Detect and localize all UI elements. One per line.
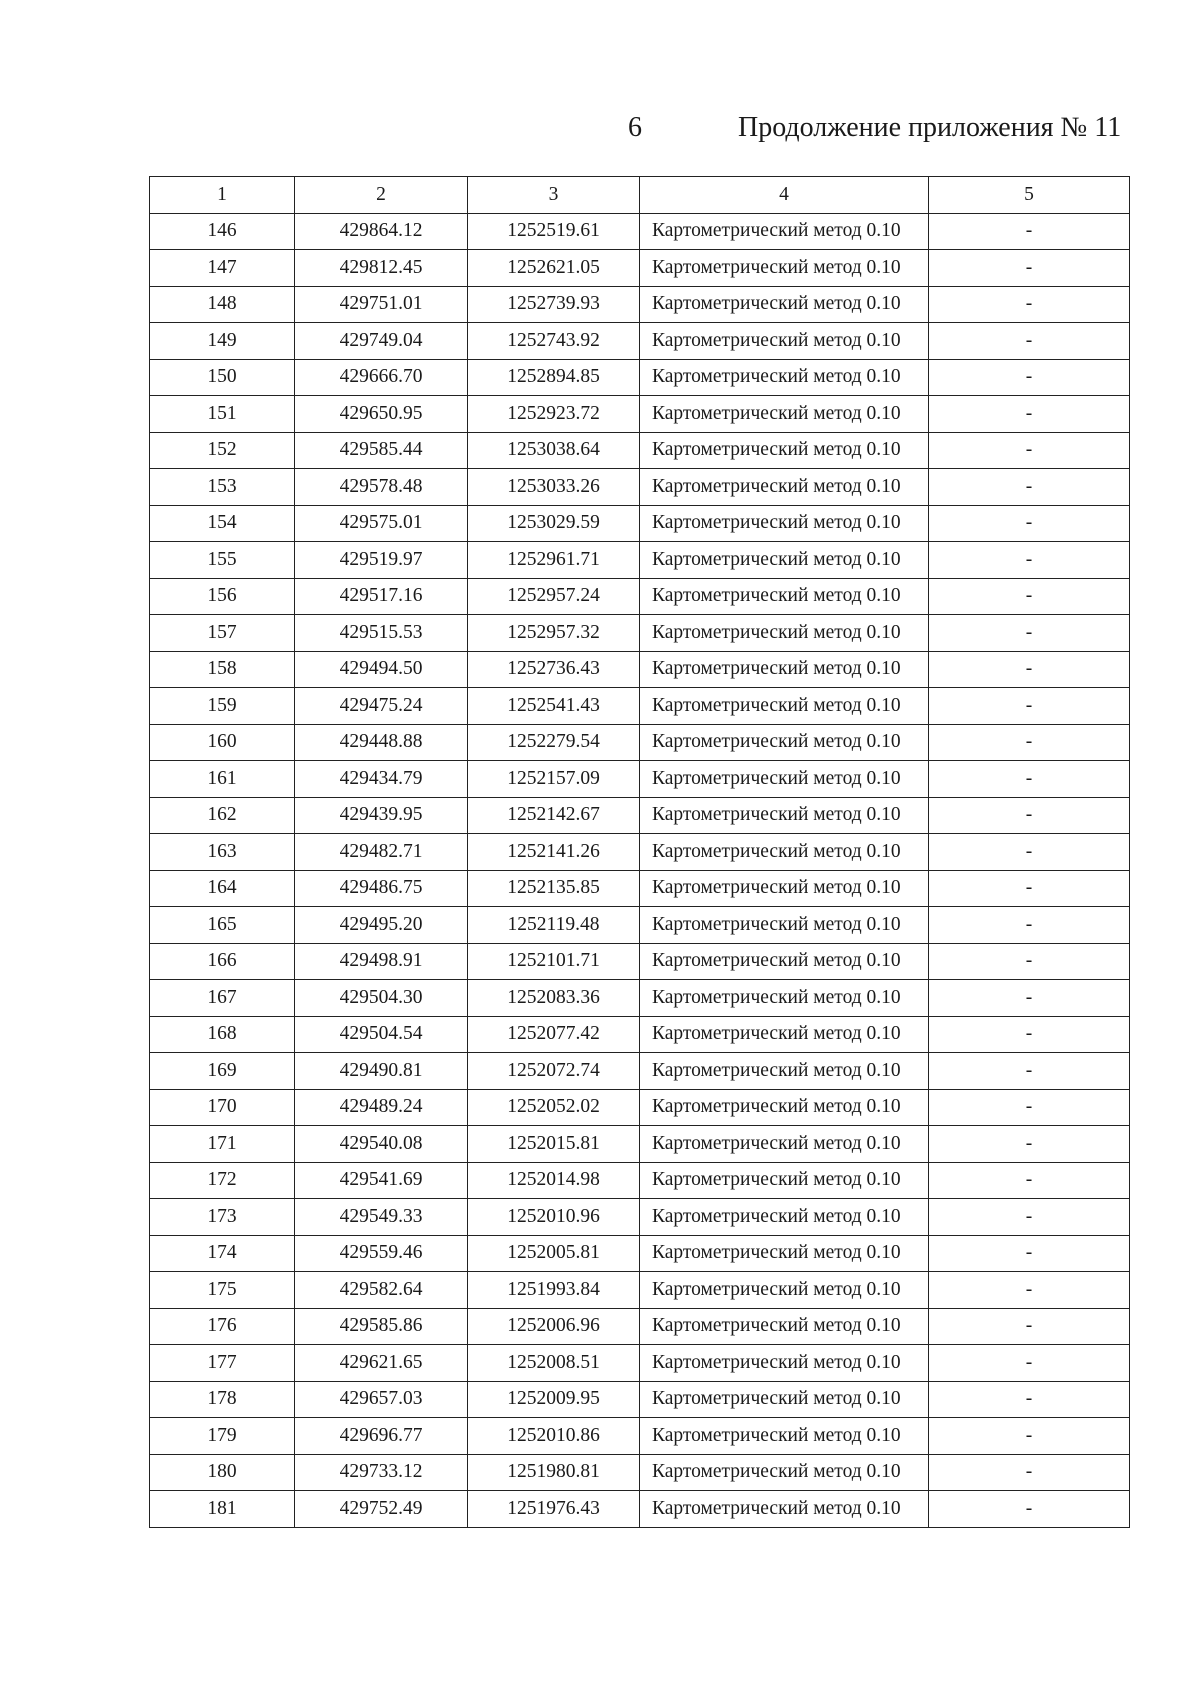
method-cell: Картометрический метод 0.10	[640, 1199, 929, 1236]
method-cell: Картометрический метод 0.10	[640, 505, 929, 542]
method-cell: Картометрический метод 0.10	[640, 1016, 929, 1053]
y-coordinate-cell: 1252006.96	[468, 1308, 640, 1345]
point-number-cell: 176	[150, 1308, 295, 1345]
method-cell: Картометрический метод 0.10	[640, 724, 929, 761]
y-coordinate-cell: 1251976.43	[468, 1491, 640, 1528]
note-cell: -	[929, 213, 1130, 250]
table-row	[150, 1454, 1130, 1491]
table-row	[150, 1272, 1130, 1309]
x-coordinate-cell: 429666.70	[295, 359, 468, 396]
note-cell: -	[929, 1381, 1130, 1418]
x-coordinate-cell: 429541.69	[295, 1162, 468, 1199]
table-header-row	[150, 177, 1130, 214]
y-coordinate-cell: 1253029.59	[468, 505, 640, 542]
y-coordinate-cell: 1252072.74	[468, 1053, 640, 1090]
method-cell: Картометрический метод 0.10	[640, 797, 929, 834]
method-cell: Картометрический метод 0.10	[640, 469, 929, 506]
method-cell: Картометрический метод 0.10	[640, 615, 929, 652]
note-cell: -	[929, 1418, 1130, 1455]
note-cell: -	[929, 943, 1130, 980]
y-coordinate-cell: 1252077.42	[468, 1016, 640, 1053]
table-row	[150, 432, 1130, 469]
x-coordinate-cell: 429489.24	[295, 1089, 468, 1126]
table-row	[150, 651, 1130, 688]
method-cell: Картометрический метод 0.10	[640, 688, 929, 725]
x-coordinate-cell: 429582.64	[295, 1272, 468, 1309]
y-coordinate-cell: 1252142.67	[468, 797, 640, 834]
y-coordinate-cell: 1252119.48	[468, 907, 640, 944]
y-coordinate-cell: 1252135.85	[468, 870, 640, 907]
note-cell: -	[929, 469, 1130, 506]
x-coordinate-cell: 429751.01	[295, 286, 468, 323]
y-coordinate-cell: 1252736.43	[468, 651, 640, 688]
point-number-cell: 178	[150, 1381, 295, 1418]
y-coordinate-cell: 1252083.36	[468, 980, 640, 1017]
x-coordinate-cell: 429434.79	[295, 761, 468, 798]
note-cell: -	[929, 1053, 1130, 1090]
x-coordinate-cell: 429585.86	[295, 1308, 468, 1345]
point-number-cell: 174	[150, 1235, 295, 1272]
note-cell: -	[929, 1308, 1130, 1345]
page-number: 6	[628, 112, 642, 143]
y-coordinate-cell: 1252005.81	[468, 1235, 640, 1272]
table-row	[150, 1089, 1130, 1126]
x-coordinate-cell: 429490.81	[295, 1053, 468, 1090]
point-number-cell: 175	[150, 1272, 295, 1309]
point-number-cell: 170	[150, 1089, 295, 1126]
y-coordinate-cell: 1252957.32	[468, 615, 640, 652]
note-cell: -	[929, 1199, 1130, 1236]
y-coordinate-cell: 1252621.05	[468, 250, 640, 287]
method-cell: Картометрический метод 0.10	[640, 980, 929, 1017]
table-row	[150, 761, 1130, 798]
x-coordinate-cell: 429559.46	[295, 1235, 468, 1272]
method-cell: Картометрический метод 0.10	[640, 1272, 929, 1309]
method-cell: Картометрический метод 0.10	[640, 323, 929, 360]
method-cell: Картометрический метод 0.10	[640, 761, 929, 798]
table-row	[150, 1199, 1130, 1236]
method-cell: Картометрический метод 0.10	[640, 1053, 929, 1090]
x-coordinate-cell: 429578.48	[295, 469, 468, 506]
method-cell: Картометрический метод 0.10	[640, 1308, 929, 1345]
note-cell: -	[929, 907, 1130, 944]
y-coordinate-cell: 1252141.26	[468, 834, 640, 871]
table-row	[150, 323, 1130, 360]
y-coordinate-cell: 1252961.71	[468, 542, 640, 579]
method-cell: Картометрический метод 0.10	[640, 542, 929, 579]
y-coordinate-cell: 1252279.54	[468, 724, 640, 761]
method-cell: Картометрический метод 0.10	[640, 213, 929, 250]
x-coordinate-cell: 429749.04	[295, 323, 468, 360]
x-coordinate-cell: 429650.95	[295, 396, 468, 433]
note-cell: -	[929, 1491, 1130, 1528]
x-coordinate-cell: 429575.01	[295, 505, 468, 542]
table-row	[150, 1491, 1130, 1528]
point-number-cell: 180	[150, 1454, 295, 1491]
method-cell: Картометрический метод 0.10	[640, 651, 929, 688]
note-cell: -	[929, 724, 1130, 761]
point-number-cell: 155	[150, 542, 295, 579]
point-number-cell: 165	[150, 907, 295, 944]
x-coordinate-cell: 429517.16	[295, 578, 468, 615]
y-coordinate-cell: 1252957.24	[468, 578, 640, 615]
y-coordinate-cell: 1251980.81	[468, 1454, 640, 1491]
x-coordinate-cell: 429482.71	[295, 834, 468, 871]
table-row	[150, 250, 1130, 287]
table-row	[150, 870, 1130, 907]
y-coordinate-cell: 1252923.72	[468, 396, 640, 433]
method-cell: Картометрический метод 0.10	[640, 870, 929, 907]
y-coordinate-cell: 1252009.95	[468, 1381, 640, 1418]
y-coordinate-cell: 1252743.92	[468, 323, 640, 360]
point-number-cell: 158	[150, 651, 295, 688]
point-number-cell: 168	[150, 1016, 295, 1053]
y-coordinate-cell: 1252519.61	[468, 213, 640, 250]
x-coordinate-cell: 429733.12	[295, 1454, 468, 1491]
method-cell: Картометрический метод 0.10	[640, 1089, 929, 1126]
point-number-cell: 173	[150, 1199, 295, 1236]
table-row	[150, 1053, 1130, 1090]
note-cell: -	[929, 1162, 1130, 1199]
method-cell: Картометрический метод 0.10	[640, 1235, 929, 1272]
point-number-cell: 159	[150, 688, 295, 725]
note-cell: -	[929, 396, 1130, 433]
x-coordinate-cell: 429495.20	[295, 907, 468, 944]
point-number-cell: 172	[150, 1162, 295, 1199]
point-number-cell: 154	[150, 505, 295, 542]
point-number-cell: 169	[150, 1053, 295, 1090]
table-row	[150, 688, 1130, 725]
point-number-cell: 153	[150, 469, 295, 506]
method-cell: Картометрический метод 0.10	[640, 578, 929, 615]
x-coordinate-cell: 429504.54	[295, 1016, 468, 1053]
method-cell: Картометрический метод 0.10	[640, 1126, 929, 1163]
note-cell: -	[929, 250, 1130, 287]
x-coordinate-cell: 429515.53	[295, 615, 468, 652]
table-row	[150, 1235, 1130, 1272]
note-cell: -	[929, 870, 1130, 907]
table-row	[150, 396, 1130, 433]
table-row	[150, 1308, 1130, 1345]
x-coordinate-cell: 429696.77	[295, 1418, 468, 1455]
column-header: 4	[640, 177, 929, 214]
table-row	[150, 1016, 1130, 1053]
method-cell: Картометрический метод 0.10	[640, 1162, 929, 1199]
x-coordinate-cell: 429621.65	[295, 1345, 468, 1382]
x-coordinate-cell: 429657.03	[295, 1381, 468, 1418]
y-coordinate-cell: 1252008.51	[468, 1345, 640, 1382]
point-number-cell: 148	[150, 286, 295, 323]
note-cell: -	[929, 1235, 1130, 1272]
x-coordinate-cell: 429504.30	[295, 980, 468, 1017]
y-coordinate-cell: 1252541.43	[468, 688, 640, 725]
column-header: 2	[295, 177, 468, 214]
table-row	[150, 1162, 1130, 1199]
point-number-cell: 167	[150, 980, 295, 1017]
point-number-cell: 161	[150, 761, 295, 798]
x-coordinate-cell: 429494.50	[295, 651, 468, 688]
point-number-cell: 150	[150, 359, 295, 396]
point-number-cell: 156	[150, 578, 295, 615]
point-number-cell: 152	[150, 432, 295, 469]
table-row	[150, 286, 1130, 323]
note-cell: -	[929, 615, 1130, 652]
method-cell: Картометрический метод 0.10	[640, 834, 929, 871]
table-row	[150, 505, 1130, 542]
note-cell: -	[929, 359, 1130, 396]
method-cell: Картометрический метод 0.10	[640, 286, 929, 323]
table-row	[150, 1381, 1130, 1418]
note-cell: -	[929, 1089, 1130, 1126]
x-coordinate-cell: 429585.44	[295, 432, 468, 469]
note-cell: -	[929, 1272, 1130, 1309]
y-coordinate-cell: 1252010.96	[468, 1199, 640, 1236]
x-coordinate-cell: 429549.33	[295, 1199, 468, 1236]
column-header: 5	[929, 177, 1130, 214]
table-row	[150, 469, 1130, 506]
note-cell: -	[929, 980, 1130, 1017]
y-coordinate-cell: 1252157.09	[468, 761, 640, 798]
x-coordinate-cell: 429812.45	[295, 250, 468, 287]
method-cell: Картометрический метод 0.10	[640, 907, 929, 944]
point-number-cell: 181	[150, 1491, 295, 1528]
note-cell: -	[929, 761, 1130, 798]
note-cell: -	[929, 578, 1130, 615]
point-number-cell: 162	[150, 797, 295, 834]
table-row	[150, 1126, 1130, 1163]
y-coordinate-cell: 1252101.71	[468, 943, 640, 980]
coordinates-table	[149, 176, 1130, 1528]
point-number-cell: 166	[150, 943, 295, 980]
point-number-cell: 146	[150, 213, 295, 250]
method-cell: Картометрический метод 0.10	[640, 1454, 929, 1491]
method-cell: Картометрический метод 0.10	[640, 1491, 929, 1528]
note-cell: -	[929, 286, 1130, 323]
x-coordinate-cell: 429486.75	[295, 870, 468, 907]
column-header: 3	[468, 177, 640, 214]
method-cell: Картометрический метод 0.10	[640, 250, 929, 287]
table-row	[150, 359, 1130, 396]
table-row	[150, 1418, 1130, 1455]
x-coordinate-cell: 429540.08	[295, 1126, 468, 1163]
note-cell: -	[929, 834, 1130, 871]
table-row	[150, 943, 1130, 980]
point-number-cell: 163	[150, 834, 295, 871]
point-number-cell: 160	[150, 724, 295, 761]
note-cell: -	[929, 323, 1130, 360]
note-cell: -	[929, 1345, 1130, 1382]
y-coordinate-cell: 1252739.93	[468, 286, 640, 323]
point-number-cell: 179	[150, 1418, 295, 1455]
y-coordinate-cell: 1252894.85	[468, 359, 640, 396]
note-cell: -	[929, 1016, 1130, 1053]
point-number-cell: 157	[150, 615, 295, 652]
note-cell: -	[929, 797, 1130, 834]
note-cell: -	[929, 432, 1130, 469]
x-coordinate-cell: 429752.49	[295, 1491, 468, 1528]
y-coordinate-cell: 1252010.86	[468, 1418, 640, 1455]
method-cell: Картометрический метод 0.10	[640, 943, 929, 980]
y-coordinate-cell: 1252015.81	[468, 1126, 640, 1163]
note-cell: -	[929, 1454, 1130, 1491]
note-cell: -	[929, 651, 1130, 688]
column-header: 1	[150, 177, 295, 214]
table-row	[150, 578, 1130, 615]
table-body	[150, 213, 1130, 1527]
method-cell: Картометрический метод 0.10	[640, 432, 929, 469]
point-number-cell: 171	[150, 1126, 295, 1163]
method-cell: Картометрический метод 0.10	[640, 1418, 929, 1455]
note-cell: -	[929, 505, 1130, 542]
y-coordinate-cell: 1253038.64	[468, 432, 640, 469]
point-number-cell: 177	[150, 1345, 295, 1382]
point-number-cell: 164	[150, 870, 295, 907]
table-row	[150, 615, 1130, 652]
table-row	[150, 542, 1130, 579]
method-cell: Картометрический метод 0.10	[640, 396, 929, 433]
x-coordinate-cell: 429864.12	[295, 213, 468, 250]
note-cell: -	[929, 688, 1130, 725]
table-row	[150, 724, 1130, 761]
point-number-cell: 149	[150, 323, 295, 360]
x-coordinate-cell: 429519.97	[295, 542, 468, 579]
table-row	[150, 907, 1130, 944]
y-coordinate-cell: 1251993.84	[468, 1272, 640, 1309]
x-coordinate-cell: 429448.88	[295, 724, 468, 761]
y-coordinate-cell: 1253033.26	[468, 469, 640, 506]
page-caption: Продолжение приложения № 11	[738, 112, 1122, 143]
method-cell: Картометрический метод 0.10	[640, 359, 929, 396]
point-number-cell: 151	[150, 396, 295, 433]
x-coordinate-cell: 429498.91	[295, 943, 468, 980]
method-cell: Картометрический метод 0.10	[640, 1345, 929, 1382]
note-cell: -	[929, 1126, 1130, 1163]
table-row	[150, 1345, 1130, 1382]
method-cell: Картометрический метод 0.10	[640, 1381, 929, 1418]
note-cell: -	[929, 542, 1130, 579]
y-coordinate-cell: 1252014.98	[468, 1162, 640, 1199]
y-coordinate-cell: 1252052.02	[468, 1089, 640, 1126]
x-coordinate-cell: 429439.95	[295, 797, 468, 834]
point-number-cell: 147	[150, 250, 295, 287]
x-coordinate-cell: 429475.24	[295, 688, 468, 725]
table-row	[150, 834, 1130, 871]
table-row	[150, 980, 1130, 1017]
table-row	[150, 797, 1130, 834]
table-row	[150, 213, 1130, 250]
